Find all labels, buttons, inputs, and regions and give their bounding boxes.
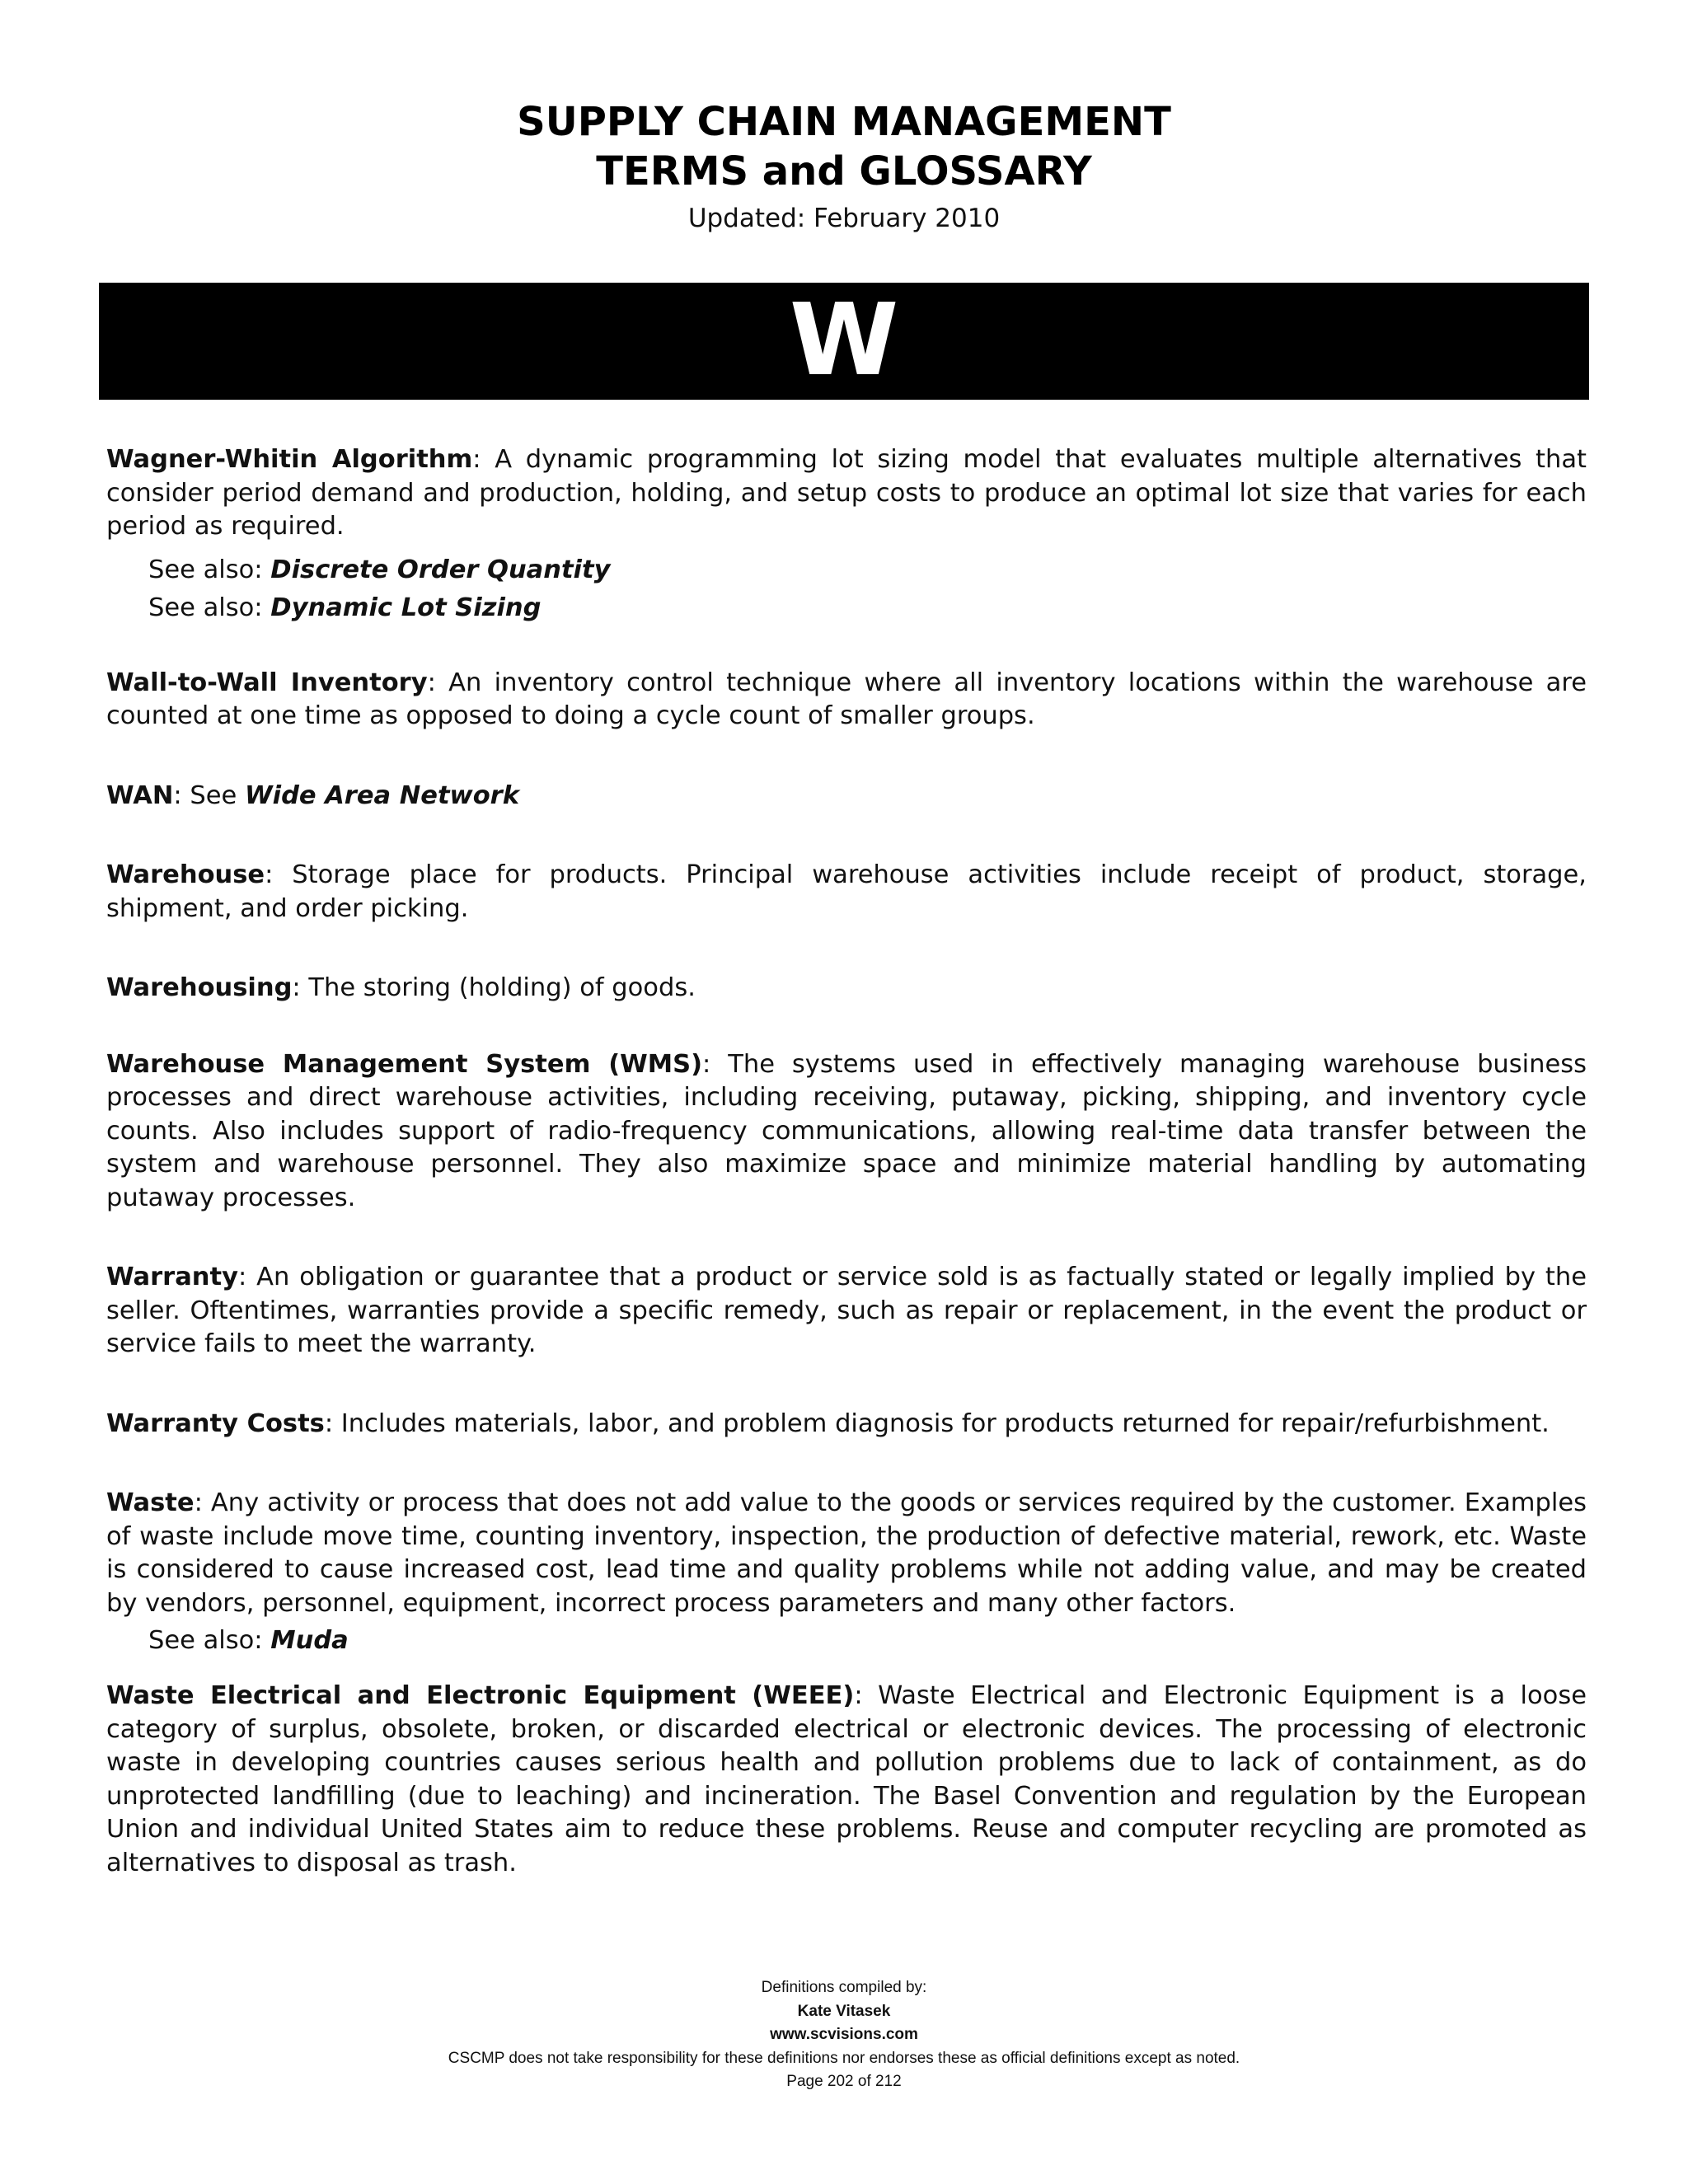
entry-term: Waste Electrical and Electronic Equipment (WEEE) (106, 1681, 855, 1710)
footer-website-link[interactable]: www.scvisions.com (770, 2026, 918, 2043)
entry-definition: : See (173, 780, 245, 810)
entry-term: Warranty (106, 1263, 238, 1291)
entry-definition: : Includes materials, labor, and problem diagnosis for products returned for repair/refurbishment. (324, 1408, 1550, 1438)
entry-definition: : Any activity or process that does not add value to the goods or services required by the customer. Examples of waste include move time, counting inventory, inspection, the production of defective material, rework, etc. Waste is considered to cause increased cost, lead time and quality problems while not adding value, and may be created by vendors, personnel, equipment, incorrect process parameters and many other factors. (106, 1488, 1587, 1618)
glossary-entry (106, 1408, 1587, 1441)
glossary-entry (106, 972, 1587, 1005)
entry-term: Warehouse (106, 860, 265, 889)
entry-definition: : Storage place for products. Principal warehouse activities include receipt of product, storage, shipment, and order picking. (106, 860, 1587, 923)
page-footer (0, 1976, 1688, 2094)
see-also-link[interactable]: Muda (270, 1626, 349, 1655)
footer-author: Kate Vitasek (797, 2002, 891, 2020)
updated-date: Updated: February 2010 (687, 204, 1001, 233)
glossary-entries (106, 443, 1587, 1880)
entry-term: Warranty Costs (106, 1408, 325, 1438)
entry-definition: : The systems used in effectively managing warehouse business processes and direct warehouse activities, including receiving, putaway, picking, shipping, and inventory cycle counts. Also includes support of radio-frequency communications, allowing real-time data transfer between the system and warehouse personnel. They also maximize space and minimize material handling by automating putaway processes. (106, 1049, 1587, 1212)
glossary-entry (106, 667, 1587, 733)
entry-definition: : An obligation or guarantee that a product or service sold is as factually stated or legally implied by the seller. Oftentimes, warranties provide a specific remedy, such as repair or replacement, in the event the product or service fails to meet the warranty. (106, 1263, 1587, 1358)
entry-term: Wall-to-Wall Inventory (106, 668, 428, 697)
page-header (0, 97, 1688, 236)
entry-term: Waste (106, 1488, 195, 1517)
entry-term: Wagner-Whitin Algorithm (106, 445, 473, 474)
title-line-1: SUPPLY CHAIN MANAGEMENT (517, 99, 1171, 145)
entry-definition: : Waste Electrical and Electronic Equipment is a loose category of surplus, obsolete, broken, or discarded electrical or electronic devices. The processing of electronic waste in developing countries causes serious health and pollution problems due to lack of containment, as do unprotected landfilling (due to leaching) and incineration. The Basel Convention and regulation by the European Union and individual United States aim to reduce these problems. Reuse and computer recycling are promoted as alternatives to disposal as trash. (106, 1681, 1587, 1877)
entry-definition: : An inventory control technique where all inventory locations within the warehouse are counted at one time as opposed to doing a cycle count of smaller groups. (106, 668, 1587, 730)
see-also-link[interactable]: Discrete Order Quantity (270, 555, 611, 584)
glossary-entry (106, 780, 1587, 813)
footer-page-number: Page 202 of 212 (786, 2073, 902, 2090)
see-also-link[interactable]: Dynamic Lot Sizing (270, 593, 542, 622)
entry-definition: : A dynamic programming lot sizing model that evaluates multiple alternatives that consider period demand and production, holding, and setup costs to produce an optimal lot size that varies for each period as required. (106, 445, 1587, 541)
entry-definition: : The storing (holding) of goods. (292, 973, 696, 1002)
see-also-line (106, 589, 1587, 627)
see-also-label: See also: (148, 555, 271, 584)
glossary-entry (106, 1048, 1587, 1216)
section-letter-bar (99, 283, 1589, 400)
footer-disclaimer: CSCMP does not take responsibility for these definitions nor endorses these as official definitions except as noted. (448, 2049, 1240, 2067)
footer-compiled-by: Definitions compiled by: (761, 1979, 927, 1996)
entry-term: Warehousing (106, 973, 293, 1002)
title-line-2: TERMS and GLOSSARY (596, 148, 1092, 194)
see-also-label: See also: (148, 593, 271, 622)
section-letter: W (789, 284, 899, 398)
glossary-entry (106, 859, 1587, 926)
see-also-label: See also: (148, 1626, 271, 1655)
entry-term: WAN (106, 780, 174, 810)
glossary-entry (106, 1680, 1587, 1880)
glossary-entry (106, 443, 1587, 544)
entry-term: Warehouse Management System (WMS) (106, 1049, 703, 1079)
see-also-line (106, 1622, 1587, 1660)
see-inline-link[interactable]: Wide Area Network (244, 780, 519, 810)
see-also-line (106, 551, 1587, 589)
glossary-entry (106, 1487, 1587, 1620)
glossary-entry (106, 1261, 1587, 1361)
